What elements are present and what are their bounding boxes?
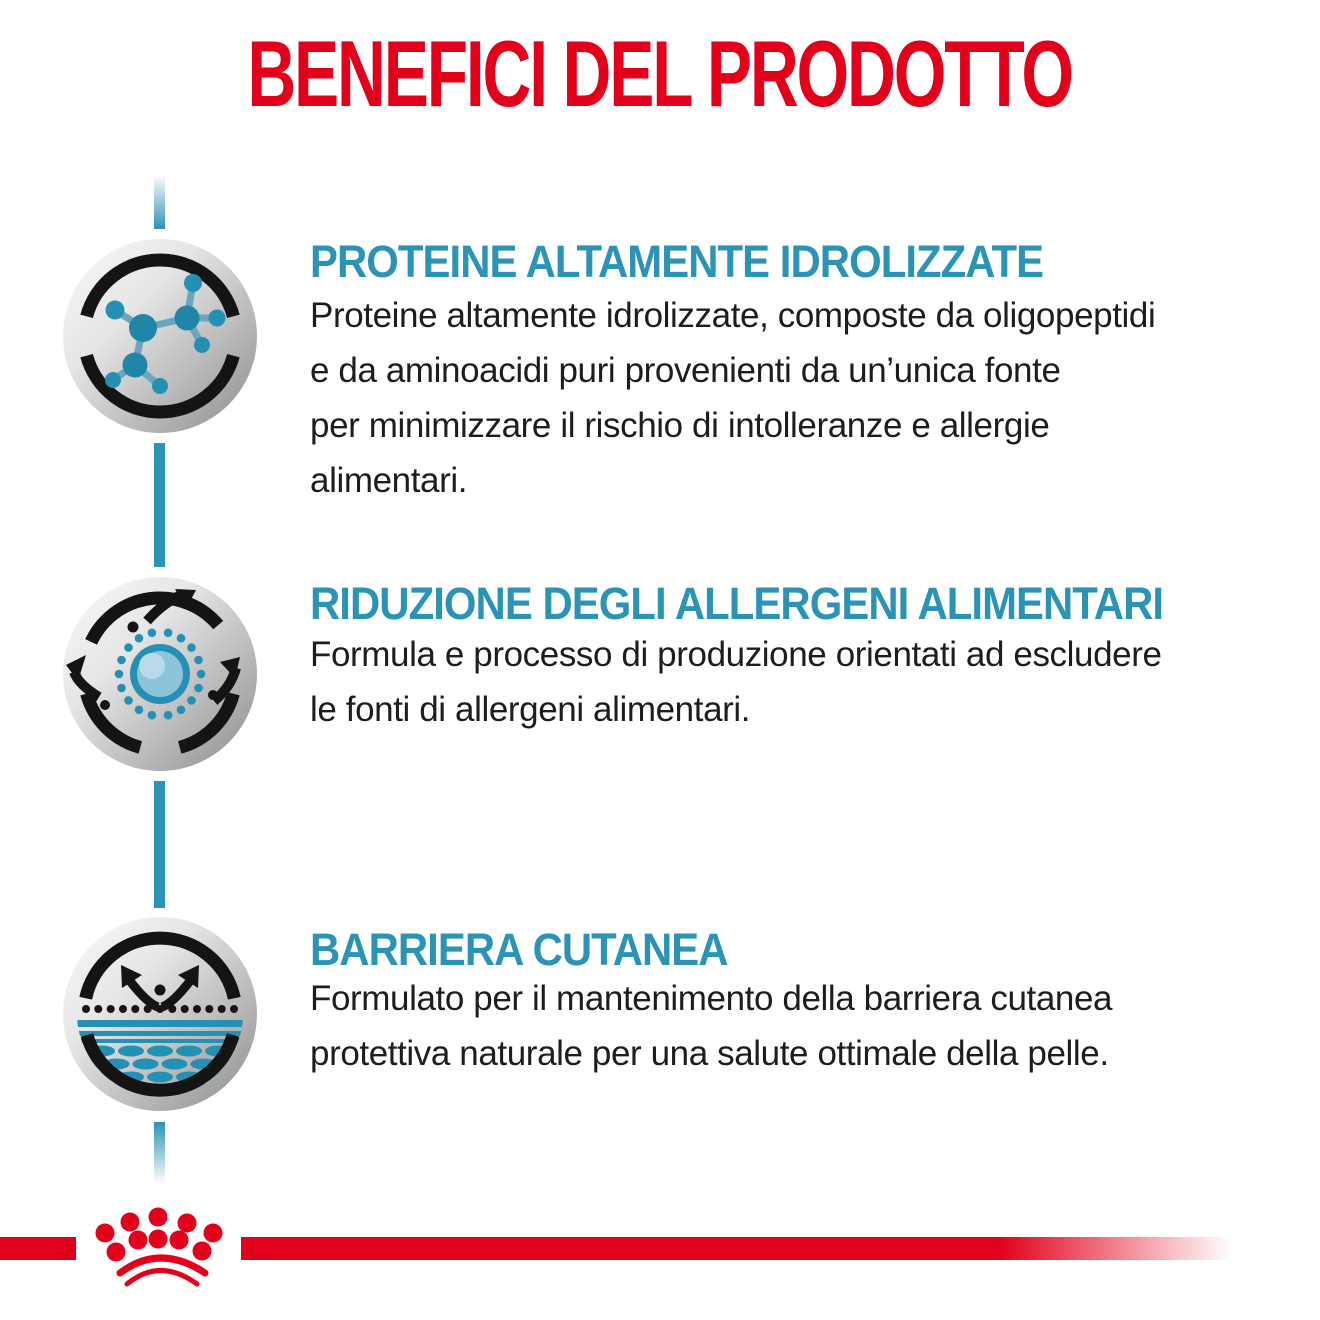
timeline-segment-bottom — [154, 1122, 165, 1184]
section-heading-riduzione-text: RIDUZIONE DEGLI ALLERGENI ALIMENTARI — [310, 578, 1164, 629]
molecule-icon — [63, 239, 257, 433]
section-heading-proteine — [310, 236, 1098, 288]
body-line: e da aminoacidi puri provenienti da un’unica fonte — [310, 351, 1061, 390]
section-heading-barriera-text: BARRIERA CUTANEA — [310, 924, 728, 975]
body-line: le fonti di allergeni alimentari. — [310, 690, 751, 729]
section-body-riduzione — [310, 627, 1162, 737]
section-heading-riduzione — [310, 578, 1227, 630]
section-heading-barriera — [310, 924, 759, 976]
allergen-dispersal-icon — [63, 577, 257, 771]
section-body-proteine — [310, 288, 1155, 508]
allergen-dispersal-icon-art — [63, 577, 257, 771]
body-line: Formula e processo di produzione orientati ad escludere — [310, 635, 1162, 674]
body-line: alimentari. — [310, 461, 468, 500]
timeline-segment-top — [154, 175, 165, 229]
royal-canin-crown-logo — [85, 1197, 235, 1297]
timeline-segment-2 — [154, 781, 165, 908]
section-heading-proteine-text: PROTEINE ALTAMENTE IDROLIZZATE — [310, 236, 1044, 287]
body-line: Proteine altamente idrolizzate, composte da oligopeptidi — [310, 296, 1156, 335]
body-line: Formulato per il mantenimento della barriera cutanea — [310, 979, 1113, 1018]
skin-barrier-icon-art — [63, 917, 257, 1111]
molecule-icon-art — [63, 239, 257, 433]
skin-barrier-icon — [63, 917, 257, 1111]
page-title-wrap — [0, 20, 1320, 128]
body-line: per minimizzare il rischio di intolleranze e allergie — [310, 406, 1050, 445]
section-body-barriera — [310, 971, 1112, 1081]
body-line: protettiva naturale per una salute ottimale della pelle. — [310, 1034, 1109, 1073]
timeline-segment-1 — [154, 443, 165, 567]
page-title: BENEFICI DEL PRODOTTO — [247, 21, 1073, 126]
